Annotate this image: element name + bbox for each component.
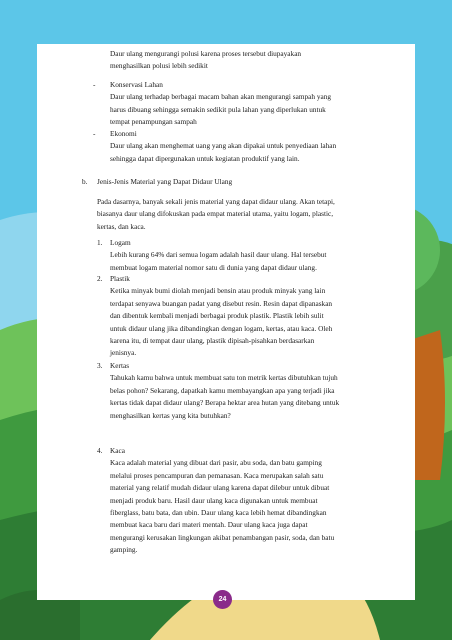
text-line: harus dibuang sehingga semakin sedikit pula lahan yang diperlukan untuk [110,104,326,114]
item-number: 4. [97,446,103,455]
section-label: b. [82,177,88,186]
text-line: kertas tidak dapat didaur ulang? Berapa hektar area hutan yang ditebang untuk [110,398,340,408]
text-line: menghasilkan kertas yang kita butuhkan? [110,410,231,420]
item-title: Konservasi Lahan [110,80,163,89]
text-line: Pada dasarnya, banyak sekali jenis material yang dapat didaur ulang. Akan tetapi, [97,197,335,206]
text-line: mengurangi kerusakan lingkungan akibat penambangan pasir, soda, dan batu [110,532,335,542]
text-line: untuk didaur ulang jika dibandingkan dengan logam, kertas, atau kaca. Oleh [110,323,333,333]
text-line: menjadi produk baru. Hasil daur ulang kaca digunakan untuk membuat [110,495,318,505]
item-title: Logam [110,238,131,247]
item-title: Plastik [110,274,130,283]
text-line: melalui proses pencampuran dan pemanasan. Kaca merupakan salah satu [110,470,324,480]
item-title: Ekonomi [110,129,137,138]
text-line: Ketika minyak bumi diolah menjadi bensin atau produk minyak yang lain [110,286,326,296]
text-line: biasanya daur ulang difokuskan pada empat material utama, yaitu logam, plastic, [97,209,334,219]
text-line: membuat logam material nomor satu di dunia yang dapat didaur ulang. [110,262,317,272]
text-line: Daur ulang terhadap berbagai macam bahan akan mengurangi sampah yang [110,92,332,102]
list-item-kertas [110,360,410,422]
page-number-badge: 24 [213,590,232,609]
list-item-plastik [110,273,410,360]
text-line: sehingga dapat dipergunakan untuk kegiatan produktif yang lain. [110,153,300,163]
item-number: 3. [97,361,103,370]
text-line: karena itu, di tempat daur ulang, plastik dipisah-pisahkan berdasarkan [110,336,315,346]
text-line: tempat penampungan sampah [110,117,197,127]
text-line: terdapat senyawa buangan padat yang disebut resin. Resin dapat dipanaskan [110,298,333,308]
item-title: Kertas [110,361,130,370]
bullet-dash: - [93,80,96,89]
text-line: Daur ulang akan menghemat uang yang akan dipakai untuk penyediaan lahan [110,141,337,151]
item-title: Kaca [110,446,125,455]
bullet-dash: - [93,129,96,138]
text-line: gamping. [110,545,138,555]
text-line: jenisnya. [110,348,137,358]
text-line: Daur ulang mengurangi polusi karena proses tersebut diupayakan [110,49,302,58]
text-line: membuat kaca baru dari materi mentah. Daur ulang kaca juga dapat [110,520,308,530]
item-number: 1. [97,238,103,247]
text-line: dan dibentuk kembali menjadi berbagai produk plastik. Plastik lebih sulit [110,311,324,321]
list-item-kaca [110,445,410,557]
text-line: Tahukah kamu bahwa untuk membuat satu ton metrik kertas dibutuhkan tujuh [110,373,338,383]
daur-paragraph [110,48,410,73]
text-line: Kaca adalah material yang dibuat dari pasir, abu soda, dan batu gamping [110,458,322,468]
text-line: kertas, dan kaca. [97,221,146,231]
intro-paragraph [97,196,410,233]
text-line: fiberglass, batu bata, dan ubin. Daur ulang kaca lebih hemat dibandingkan [110,508,327,518]
ekonomi-section [110,128,410,165]
text-line: menghasilkan polusi lebih sedikit [110,61,208,71]
text-line: material yang relatif mudah didaur ulang karena dapat dilebur untuk dibuat [110,483,330,493]
section-title: Jenis-Jenis Material yang Dapat Didaur Ulang [97,177,233,186]
item-number: 2. [97,274,103,283]
text-line: Lebih kurang 64% dari semua logam adalah hasil daur ulang. Hal tersebut [110,250,327,260]
text-line: belas pohon? Sekarang, dapatkah kamu membayangkan apa yang terjadi jika [110,385,335,395]
list-item-logam [110,237,410,274]
konservasi-section [110,79,410,129]
